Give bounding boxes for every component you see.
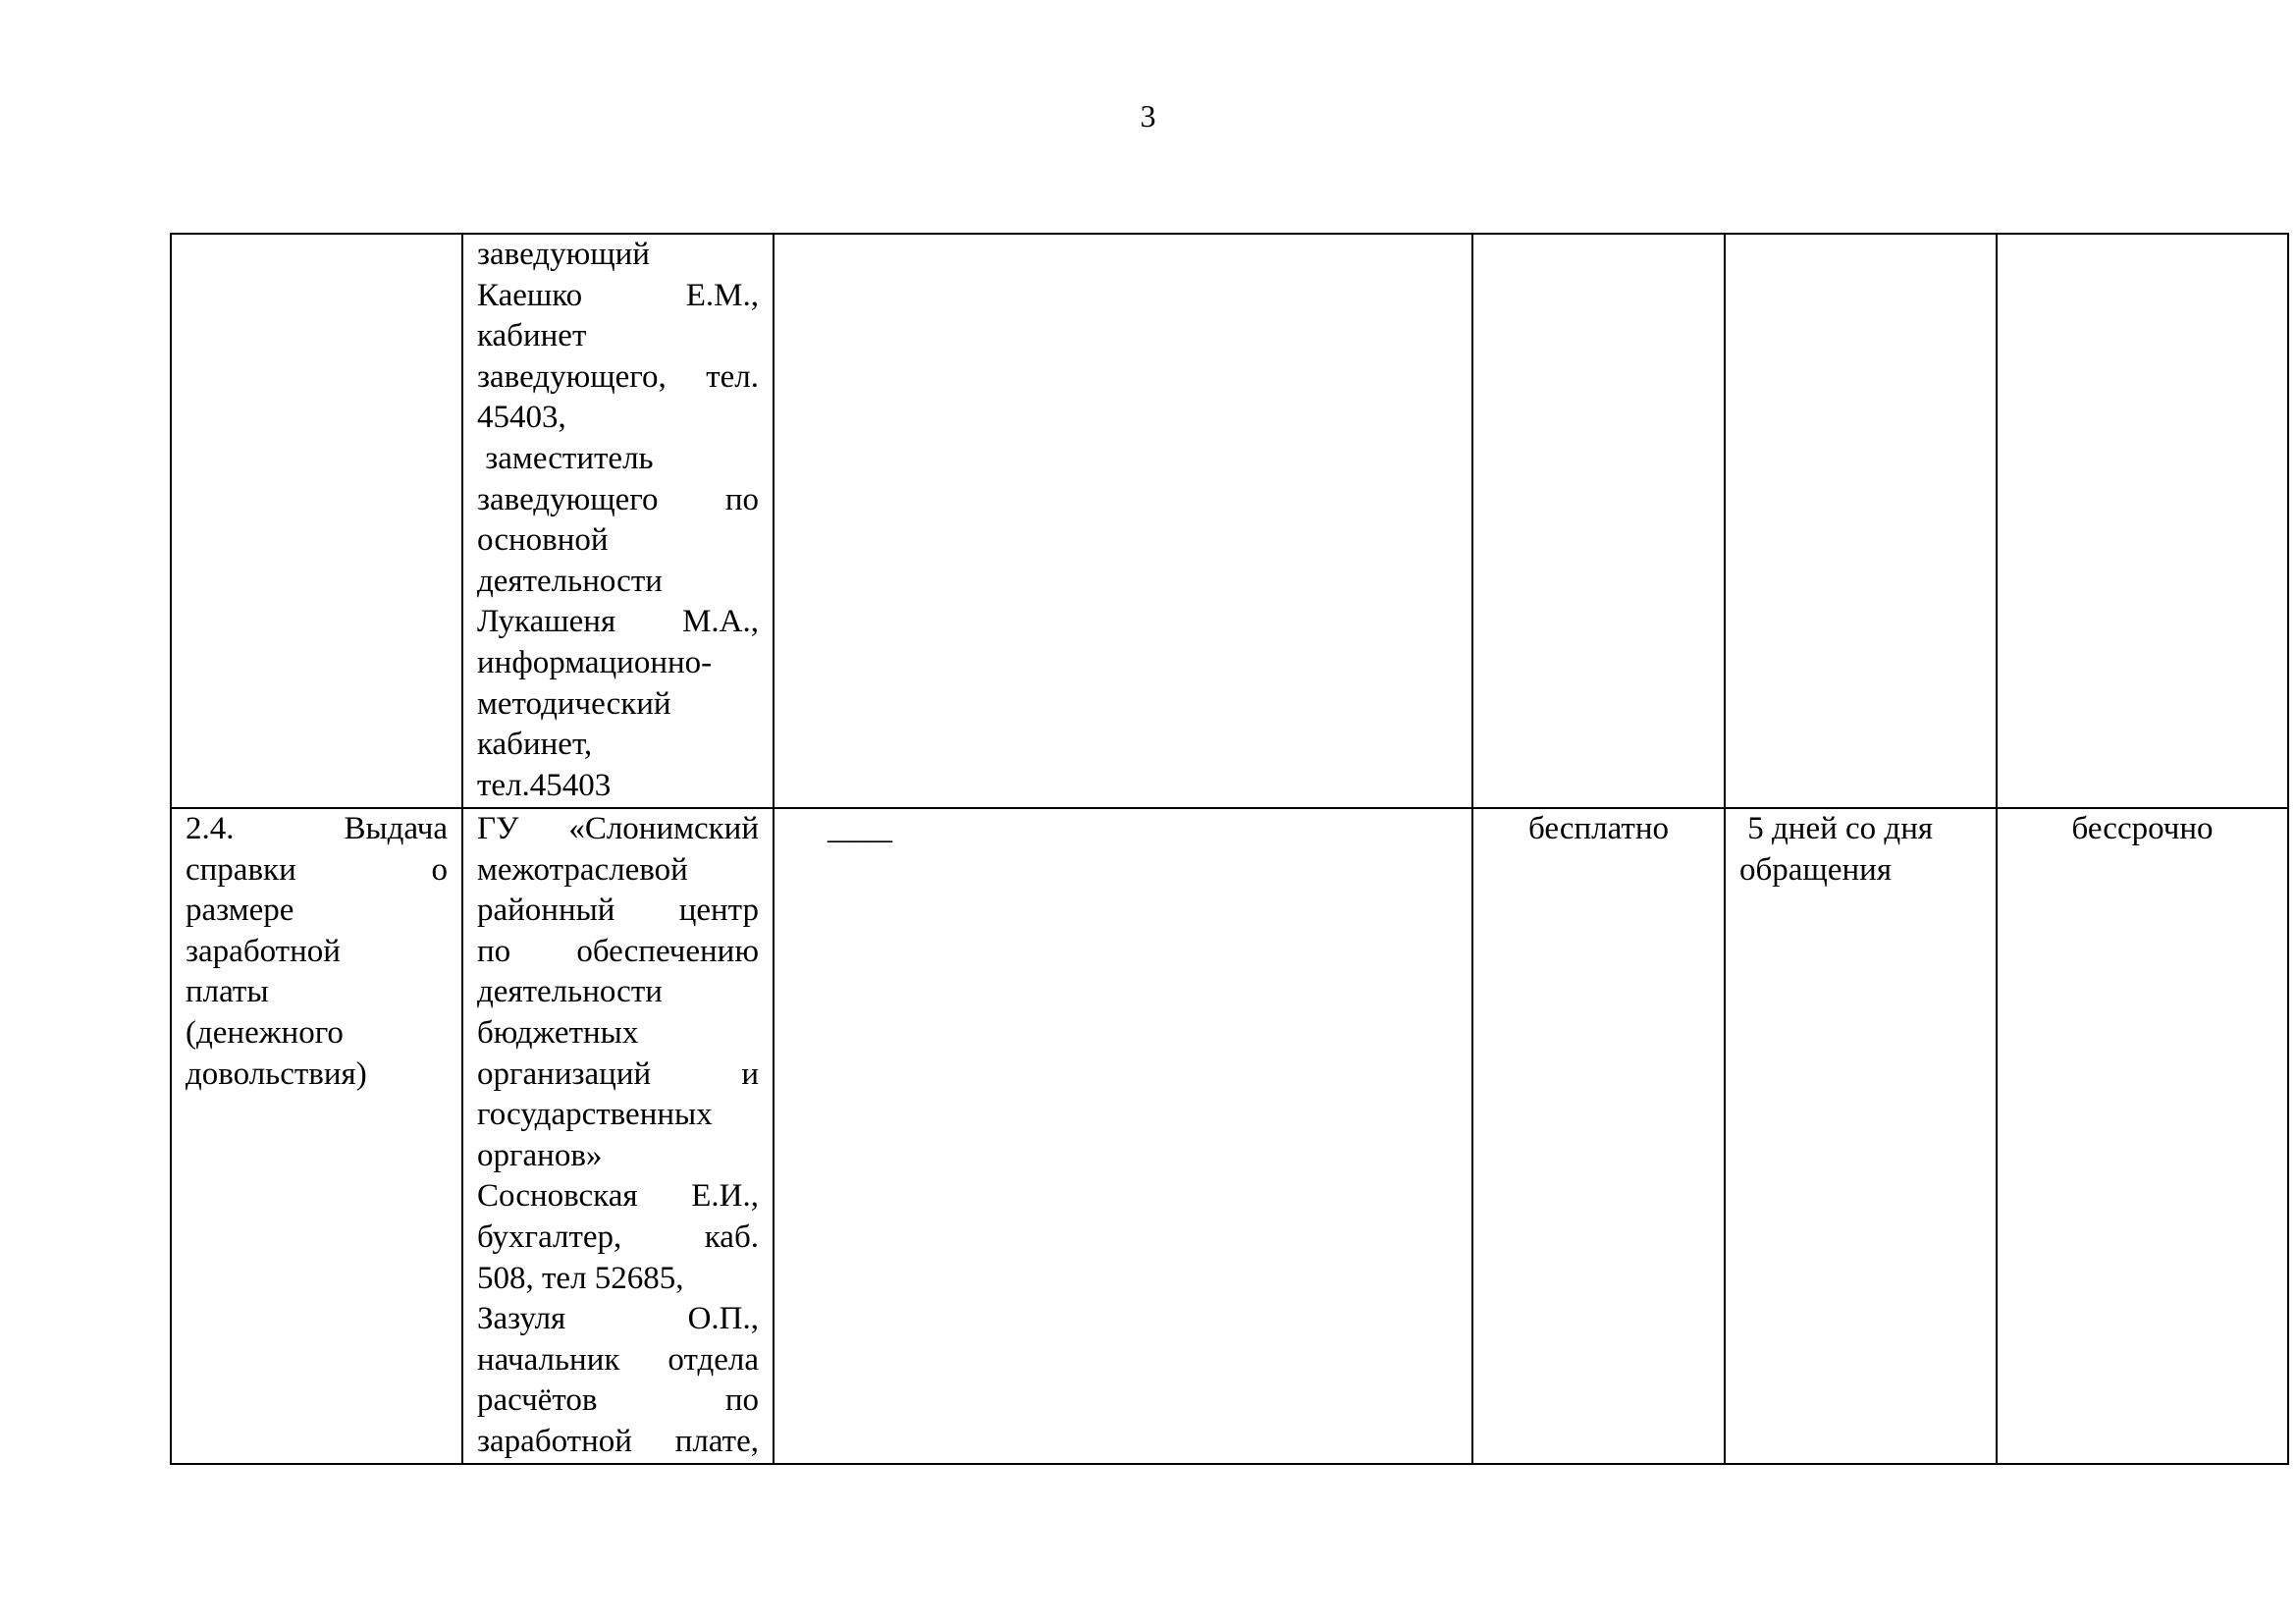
documents-cell — [774, 808, 1472, 1464]
cell-text-line: информационно- — [477, 644, 713, 680]
cell-text-line: 45403, — [477, 400, 566, 436]
cell-text-line: государственных — [477, 1097, 713, 1133]
cell-text-line: размере — [186, 893, 294, 929]
cell-text-line: по обеспечению — [477, 933, 759, 969]
services-table — [170, 233, 2289, 1465]
cell-text-line: 2.4. Выдача — [186, 811, 448, 846]
cell-text-line: справки о — [186, 851, 448, 888]
responsible-cell — [462, 808, 774, 1464]
cell-text-line: начальник отдела — [477, 1341, 759, 1378]
cell-text-line: Сосновская Е.И., — [477, 1178, 759, 1215]
cell-text-line: заработной — [186, 933, 341, 969]
cell-text-line: тел.45403 — [477, 767, 612, 803]
cell-text-line: заведующий — [477, 237, 650, 272]
responsible-cell — [462, 234, 774, 808]
cell-text-line: платы — [186, 974, 269, 1010]
page-number: 3 — [1140, 98, 1156, 134]
service-name-cell — [171, 234, 462, 808]
cell-text-line: кабинет — [477, 318, 587, 354]
validity-cell — [1997, 234, 2288, 808]
term-cell — [1725, 234, 1997, 808]
cell-text-line: Лукашеня М.А., — [477, 604, 759, 640]
cell-text-line: ГУ «Слонимский — [477, 811, 759, 846]
cell-text-line: заработной плате, — [477, 1423, 759, 1459]
term-cell — [1725, 808, 1997, 1464]
cell-text-line: (денежного — [186, 1014, 344, 1051]
cell-text-line: заведующего по — [477, 481, 759, 517]
table-row — [171, 808, 2288, 1464]
cell-text-line: Каешко Е.М., — [477, 277, 759, 313]
cell-text-line: довольствия) — [186, 1056, 367, 1092]
cell-text-line: заместитель — [477, 440, 654, 476]
cell-text-line: основной — [477, 522, 609, 559]
cell-text-line: методический — [477, 685, 671, 722]
validity-cell: бессрочно — [1997, 808, 2288, 1464]
cell-text-line: организаций и — [477, 1056, 759, 1092]
cell-text-line: деятельности — [477, 563, 663, 599]
cell-text-line: кабинет, — [477, 727, 593, 763]
cell-text-line: межотраслевой — [477, 851, 688, 888]
service-name-cell — [171, 808, 462, 1464]
documents-cell — [774, 234, 1472, 808]
cell-text-line: заведующего, тел. — [477, 358, 759, 395]
cell-text-line: районный центр — [477, 893, 759, 929]
cell-text-line: Зазуля О.П., — [477, 1301, 759, 1337]
cell-text-line: расчётов по — [477, 1382, 759, 1419]
dash-placeholder: ____ — [828, 811, 892, 846]
cell-text-line: органов» — [477, 1137, 603, 1173]
cell-text-line: бухгалтер, каб. — [477, 1218, 759, 1255]
fee-cell: бесплатно — [1472, 808, 1725, 1464]
fee-cell — [1472, 234, 1725, 808]
cell-text-line: обращения — [1739, 851, 1892, 888]
cell-text-line: бюджетных — [477, 1014, 639, 1051]
table-row — [171, 234, 2288, 808]
cell-text-line: 508, тел 52685, — [477, 1260, 684, 1296]
cell-text-line: деятельности — [477, 974, 663, 1010]
cell-text-line: 5 дней со дня — [1739, 811, 1934, 846]
